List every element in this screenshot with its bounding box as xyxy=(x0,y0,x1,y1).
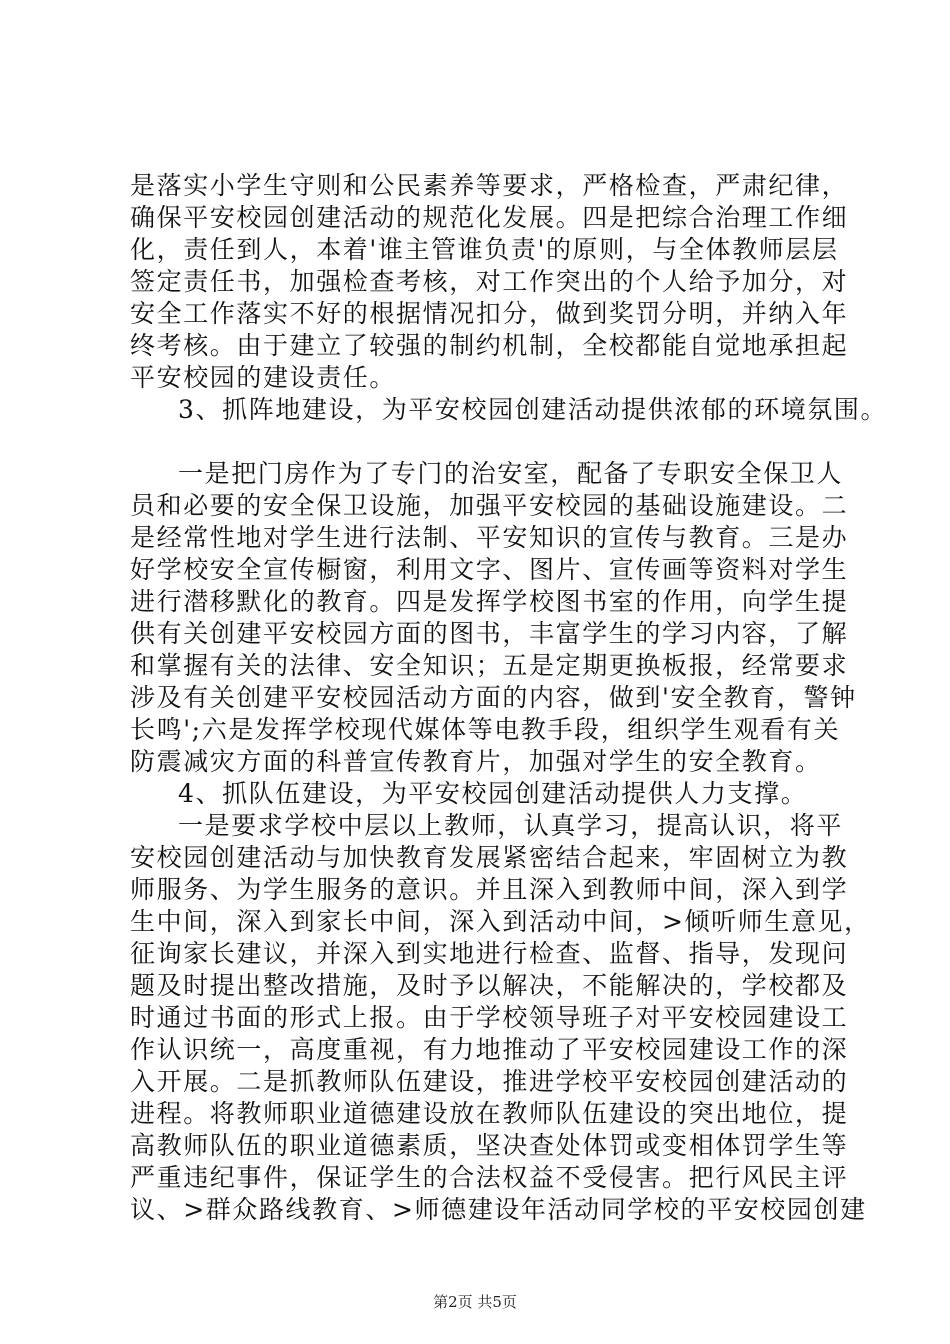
body-line: 是落实小学生守则和公民素养等要求，严格检查，严肃纪律， xyxy=(130,171,849,200)
body-line: 作认识统一，高度重视，有力地推动了平安校园建设工作的深 xyxy=(130,1035,849,1064)
body-line: 进行潜移默化的教育。四是发挥学校图书室的作用，向学生提 xyxy=(130,587,849,616)
section-heading: 4、抓队伍建设，为平安校园创建活动提供人力支撑。 xyxy=(178,779,808,808)
body-line: 征询家长建议，并深入到实地进行检查、监督、指导，发现问 xyxy=(130,939,849,968)
body-line: 严重违纪事件，保证学生的合法权益不受侵害。把行风民主评 xyxy=(130,1163,849,1192)
body-line: 议、>群众路线教育、>师德建设年活动同学校的平安校园创建 xyxy=(130,1195,867,1224)
body-line: 生中间，深入到家长中间，深入到活动中间，>倾听师生意见， xyxy=(130,907,871,936)
body-line: 高教师队伍的职业道德素质，坚决查处体罚或变相体罚学生等 xyxy=(130,1131,849,1160)
body-line: 确保平安校园创建活动的规范化发展。四是把综合治理工作细 xyxy=(130,203,849,232)
body-line: 是经常性地对学生进行法制、平安知识的宣传与教育。三是办 xyxy=(130,523,849,552)
body-line: 入开展。二是抓教师队伍建设，推进学校平安校园创建活动的 xyxy=(130,1067,849,1096)
body-line: 师服务、为学生服务的意识。并且深入到教师中间，深入到学 xyxy=(130,875,849,904)
page-number-footer: 第2页 共5页 xyxy=(433,1293,517,1311)
section-heading: 3、抓阵地建设，为平安校园创建活动提供浓郁的环境氛围。 xyxy=(178,395,888,424)
body-line: 安全工作落实不好的根据情况扣分，做到奖罚分明，并纳入年 xyxy=(130,299,849,328)
body-line: 员和必要的安全保卫设施，加强平安校园的基础设施建设。二 xyxy=(130,491,849,520)
body-line: 防震减灾方面的科普宣传教育片，加强对学生的安全教育。 xyxy=(130,747,822,776)
body-line: 一是把门房作为了专门的治安室，配备了专职安全保卫人 xyxy=(178,459,844,488)
body-line: 题及时提出整改措施，及时予以解决，不能解决的，学校都及 xyxy=(130,971,849,1000)
body-line: 平安校园的建设责任。 xyxy=(130,363,397,392)
body-line: 化，责任到人，本着'谁主管谁负责'的原则，与全体教师层层 xyxy=(130,235,839,264)
body-line: 一是要求学校中层以上教师，认真学习，提高认识，将平 xyxy=(178,811,844,840)
body-line: 时通过书面的形式上报。由于学校领导班子对平安校园建设工 xyxy=(130,1003,849,1032)
body-line: 和掌握有关的法律、安全知识；五是定期更换板报，经常要求 xyxy=(130,651,849,680)
body-line: 涉及有关创建平安校园活动方面的内容，做到'安全教育，警钟 xyxy=(130,683,857,712)
body-line: 长鸣';六是发挥学校现代媒体等电教手段，组织学生观看有关 xyxy=(130,715,841,744)
body-line: 好学校安全宣传橱窗，利用文字、图片、宣传画等资料对学生 xyxy=(130,555,849,584)
body-line: 终考核。由于建立了较强的制约机制，全校都能自觉地承担起 xyxy=(130,331,849,360)
body-line: 签定责任书，加强检查考核，对工作突出的个人给予加分，对 xyxy=(130,267,849,296)
body-line: 进程。将教师职业道德建设放在教师队伍建设的突出地位，提 xyxy=(130,1099,849,1128)
body-line: 安校园创建活动与加快教育发展紧密结合起来，牢固树立为教 xyxy=(130,843,849,872)
body-line: 供有关创建平安校园方面的图书，丰富学生的学习内容，了解 xyxy=(130,619,849,648)
